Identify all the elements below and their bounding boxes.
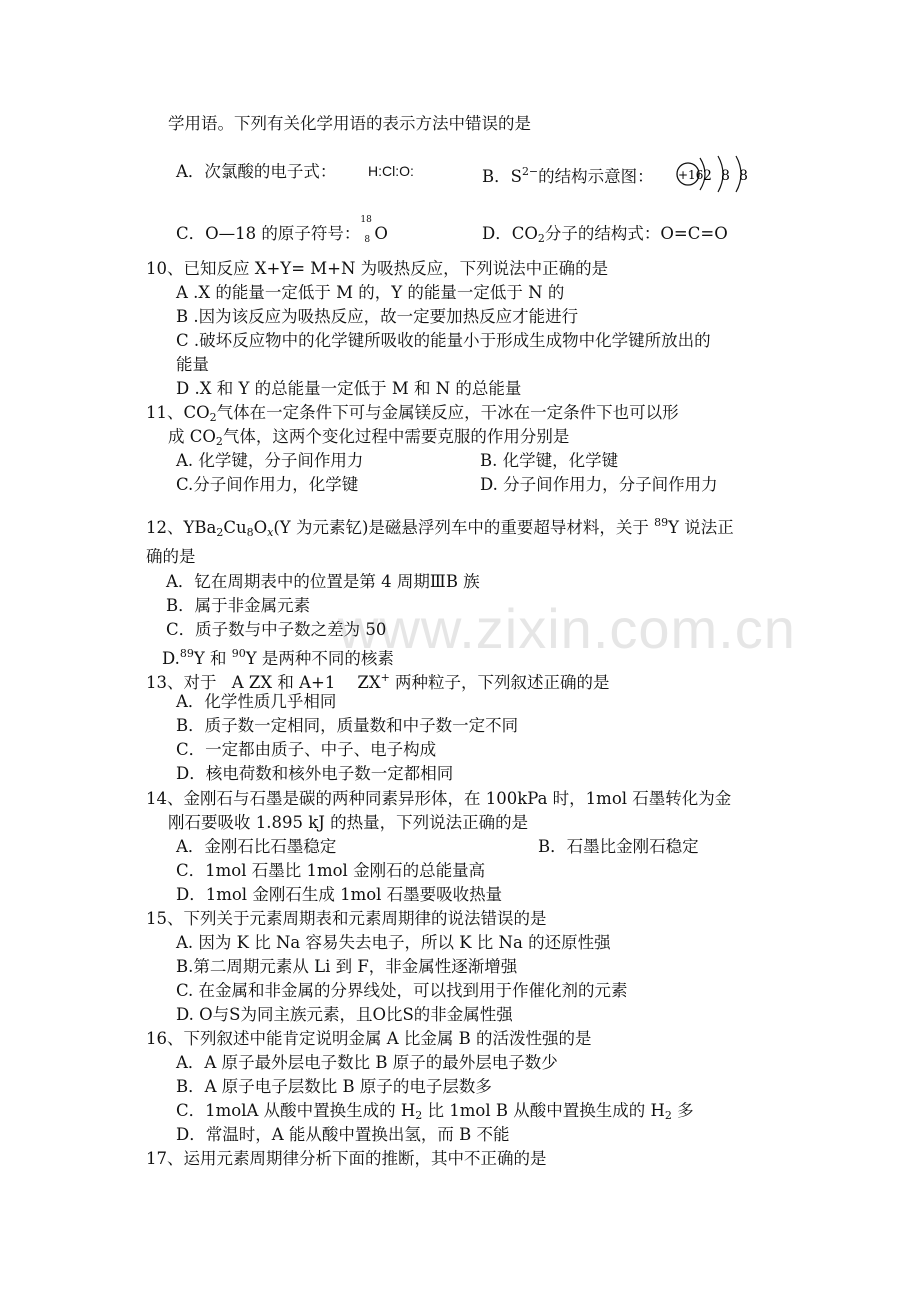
question-12-stem: 12、$YBa_2Cu_8O_x(Y$ 为元素钇)是磁悬浮列车中的重要超导材料，关于 $^{89}$Y 说法正 [146, 516, 734, 539]
option-13a: A．化学性质几乎相同 [176, 692, 337, 711]
option-9a: A．次氯酸的电子式： [176, 162, 337, 181]
option-10c: C .破坏反应物中的化学键所吸收的能量小于形成生成物中化学键所放出的 [176, 331, 711, 350]
option-11c: C.分子间作用力，化学键 [176, 475, 359, 494]
option-16d: D．常温时，A 能从酸中置换出氢，而 B 不能 [176, 1125, 510, 1144]
question-10-stem: 10、已知反应 X+Y= M+N 为吸热反应，下列说法中正确的是 [146, 259, 609, 278]
option-16c: C．1molA 从酸中置换生成的 $H_2$ 比 1mol B 从酸中置换生成的 $H_2$ 多 [176, 1101, 694, 1122]
option-13c: C．一定都由质子、中子、电子构成 [176, 740, 437, 759]
option-11b: B. 化学键，化学键 [480, 451, 619, 470]
question-13-stem: 13、对于 A ZX 和 A+1 ZX+ 两种粒子，下列叙述正确的是 [146, 671, 610, 692]
option-14d: D．1mol 金刚石生成 1mol 石墨要吸收热量 [176, 885, 503, 904]
isotope-notation: 18 8 [360, 215, 372, 245]
question-14-stem: 14、金刚石与石墨是碳的两种同素异形体，在 100kPa 时，1mol 石墨转化为金 [146, 789, 732, 808]
option-14b: B．石墨比金刚石稳定 [538, 837, 699, 856]
question-12-stem-cont: 确的是 [146, 547, 196, 566]
option-13d: D．核电荷数和核外电子数一定都相同 [176, 764, 454, 783]
option-10b: B .因为该反应为吸热反应，故一定要加热反应才能进行 [176, 307, 579, 326]
option-9c: C．O—18 的原子符号： 18 8 O [176, 215, 388, 245]
option-12a: A．钇在周期表中的位置是第 4 周期ⅢB 族 [166, 572, 480, 591]
option-13b: B．质子数一定相同，质量数和中子数一定不同 [176, 716, 519, 735]
option-10a: A .X 的能量一定低于 M 的，Y 的能量一定低于 N 的 [176, 283, 565, 302]
shell-1-count: 2 [703, 168, 712, 184]
question-9-stem-tail: 学用语。下列有关化学用语的表示方法中错误的是 [168, 114, 531, 133]
question-11-stem: 11、$CO_2$气体在一定条件下可与金属镁反应，干冰在一定条件下也可以形 [146, 403, 679, 424]
option-11d: D. 分子间作用力，分子间作用力 [480, 475, 718, 494]
question-15-stem: 15、下列关于元素周期表和元素周期律的说法错误的是 [146, 909, 547, 928]
option-15c: C. 在金属和非金属的分界线处，可以找到用于作催化剂的元素 [176, 981, 628, 1000]
nucleus-charge: +16 [678, 168, 704, 182]
shell-3-count: 8 [739, 168, 748, 184]
question-14-stem-cont: 刚石要吸收 1.895 kJ 的热量，下列说法正确的是 [168, 813, 529, 832]
option-15b: B.第二周期元素从 Li 到 F，非金属性逐渐增强 [176, 957, 518, 976]
option-14a: A．金刚石比石墨稳定 [176, 837, 337, 856]
question-16-stem: 16、下列叙述中能肯定说明金属 A 比金属 B 的活泼性强的是 [146, 1029, 592, 1048]
option-15a: A. 因为 K 比 Na 容易失去电子，所以 K 比 Na 的还原性强 [176, 933, 611, 952]
hclo-electron-formula: H:Cl:O: [368, 163, 414, 179]
option-11a: A. 化学键，分子间作用力 [176, 451, 364, 470]
question-11-stem-cont: 成 $CO_2$气体，这两个变化过程中需要克服的作用分别是 [168, 427, 570, 448]
watermark: www.zixin.com.cn [338, 597, 796, 660]
option-12d: D.$^{89}$Y 和 $^{90}$Y 是两种不同的核素 [162, 647, 394, 668]
option-12c: C．质子数与中子数之差为 50 [166, 620, 387, 639]
question-17-stem: 17、运用元素周期律分析下面的推断，其中不正确的是 [146, 1149, 547, 1168]
option-15d: D. O与S为同主族元素，且O比S的非金属性强 [176, 1005, 513, 1024]
option-9b: B．$S^{2-}$的结构示意图： [482, 165, 654, 186]
option-16b: B．A 原子电子层数比 B 原子的电子层数多 [176, 1077, 492, 1096]
option-10c-cont: 能量 [176, 355, 209, 374]
option-10d: D .X 和 Y 的总能量一定低于 M 和 N 的总能量 [176, 379, 522, 398]
sulfide-ion-structure-diagram [674, 150, 752, 194]
option-12b: B．属于非金属元素 [166, 596, 311, 615]
option-16a: A．A 原子最外层电子数比 B 原子的最外层电子数少 [176, 1053, 558, 1072]
option-9d: D．$CO_2$分子的结构式：O=C=O [482, 224, 728, 245]
shell-2-count: 8 [721, 168, 730, 184]
option-14c: C．1mol 石墨比 1mol 金刚石的总能量高 [176, 861, 486, 880]
